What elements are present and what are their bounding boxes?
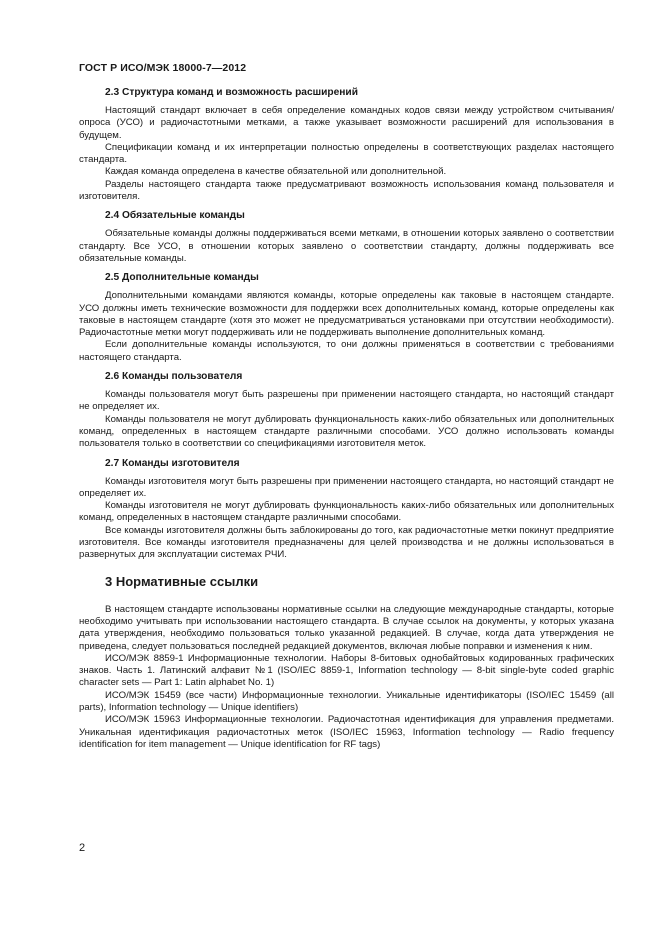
paragraph: Разделы настоящего стандарта также предусматривают возможность использования команд пользователя и изготовителя.	[79, 178, 614, 203]
section-2-3-title: 2.3 Структура команд и возможность расширений	[105, 87, 358, 98]
section-2-7-title: 2.7 Команды изготовителя	[105, 457, 240, 469]
section-2-4-title: 2.4 Обязательные команды	[105, 210, 245, 222]
paragraph: Команды изготовителя не могут дублировать функциональность каких-либо обязательных или дополнительных команд, определенных в настоящем стандарте различными способами.	[79, 500, 614, 524]
paragraph: Все команды изготовителя должны быть заблокированы до того, как радиочастотные метки покинут предприятие изготовителя. Все команды изготовителя предназначены для целей производства и не должны использоваться в развернутых для эксплуатации системах РЧИ.	[79, 524, 614, 561]
paragraph: Дополнительными командами являются команды, которые определены как таковые в настоящем стандарте. УСО должны иметь технические возможности для поддержки всех дополнительных команд, которые определены как таковые в настоящем стандарте (хотя это может не предусматриваться установками при отсутствии необходимости). Радиочастотные метки могут поддерживать или не поддерживать выполнение дополнительных команд.	[79, 290, 614, 339]
section-2-5-title: 2.5 Дополнительные команды	[105, 272, 259, 284]
paragraph: Команды пользователя не могут дублировать функциональность каких-либо обязательных или дополнительных команд, определенных в настоящем стандарте различными способами. УСО должно использовать команды пользователя только в соответствии со спецификациями изготовителя меток.	[79, 413, 614, 450]
paragraph: Каждая команда определена в качестве обязательной или дополнительной.	[105, 166, 447, 178]
page-content	[79, 86, 614, 751]
reference-item: ИСО/МЭК 15459 (все части) Информационные технологии. Уникальные идентификаторы (ISO/IEC 15459 (all parts), Information technology — Unique identifiers)	[79, 689, 614, 713]
paragraph: Если дополнительные команды используются, то они должны применяться в соответствии с требованиями настоящего стандарта.	[79, 339, 614, 363]
paragraph: Команды изготовителя могут быть разрешены при применении настоящего стандарта, но настоящий стандарт не определяет их.	[79, 475, 614, 499]
reference-item: ИСО/МЭК 15963 Информационные технологии. Радиочастотная идентификация для управления предметами. Уникальная идентификация радиочастотных меток (ISO/IEC 15963, Information technology — Radio frequency identification for item management — Unique identification for RF tags)	[79, 714, 614, 750]
paragraph: В настоящем стандарте использованы нормативные ссылки на следующие международные стандарты, которые необходимо учитывать при использовании настоящего стандарта. В случае ссылок на документы, у которых указана дата утверждения, необходимо пользоваться только указанной редакцией. В случае, когда дата утверждения не приведена, следует пользоваться последней редакцией документов, включая любые поправки и изменения к ним.	[79, 603, 614, 652]
paragraph: Спецификации команд и их интерпретации полностью определены в соответствующих разделах настоящего стандарта.	[79, 141, 614, 166]
paragraph: Команды пользователя могут быть разрешены при применении настоящего стандарта, но настоящий стандарт не определяет их.	[79, 389, 614, 413]
section-3-title: 3 Нормативные ссылки	[105, 573, 259, 589]
paragraph: Настоящий стандарт включает в себя определение командных кодов связи между устройством считывания/опроса (УСО) и радиочастотными метками, а также указывает возможности расширений для использования в будущем.	[79, 105, 614, 141]
reference-item: ИСО/МЭК 8859-1 Информационные технологии. Наборы 8-битовых однобайтовых кодированных графических знаков. Часть 1. Латинский алфавит №1 (ISO/IEC 8859-1, Information technology — 8-bit single-byte coded graphic character sets — Part 1: Latin alphabet No. 1)	[79, 652, 614, 689]
paragraph: Обязательные команды должны поддерживаться всеми метками, в отношении которых заявлено о соответствии стандарту. Все УСО, в отношении которых заявлено о соответствии стандарту, должны поддерживать все обязательные команды.	[79, 228, 614, 264]
section-2-6-title: 2.6 Команды пользователя	[105, 371, 243, 383]
page-number: 2	[79, 842, 86, 854]
document-header: ГОСТ Р ИСО/МЭК 18000-7—2012	[79, 62, 247, 74]
